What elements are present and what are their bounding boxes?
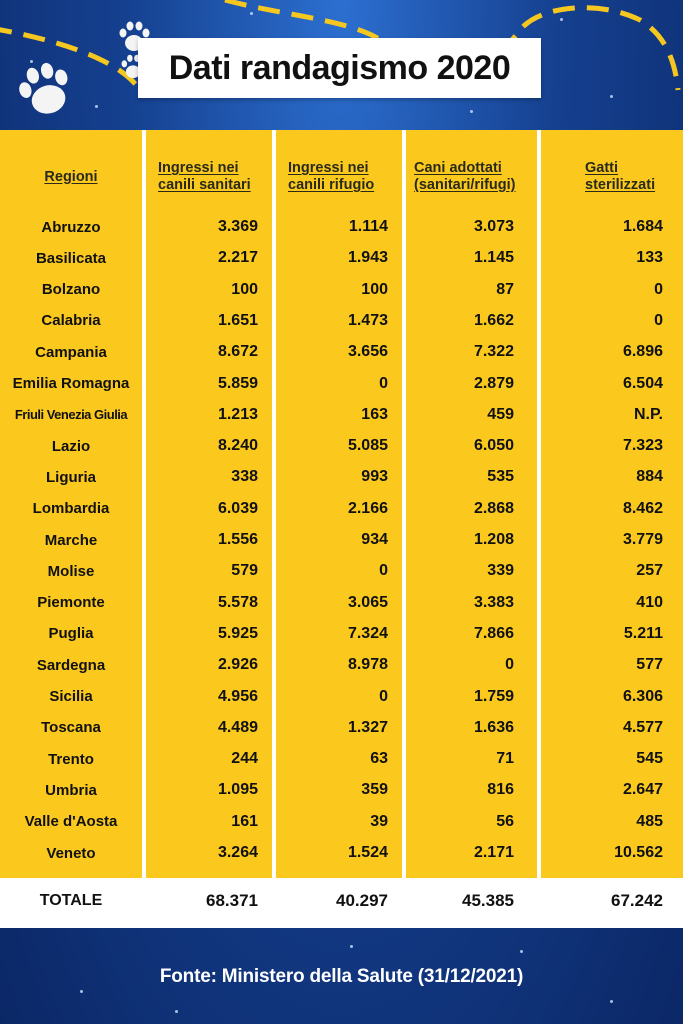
row-region-label: Abruzzo	[41, 218, 101, 236]
row-region-label: Toscana	[41, 719, 101, 737]
table-cell: 6.050	[473, 437, 514, 455]
table-cell: 7.866	[473, 624, 514, 642]
table-cell: 338	[231, 468, 258, 486]
table-cell: 535	[487, 468, 514, 486]
table-cell: 10.562	[614, 844, 663, 861]
table-cell: 56	[496, 812, 514, 830]
table-cell: 4.577	[622, 718, 663, 736]
table-cell: 2.868	[473, 499, 514, 517]
total-label: TOTALE	[39, 892, 103, 909]
title-box	[138, 38, 541, 98]
row-region-label: Molise	[47, 562, 95, 580]
table-cell: 8.672	[217, 343, 258, 361]
table-cell: 8.240	[217, 437, 258, 455]
table-cell: 3.656	[347, 343, 388, 361]
column-header	[288, 150, 398, 204]
table-cell: 545	[636, 750, 663, 768]
table-cell: 1.943	[347, 249, 388, 267]
table-cell: 0	[379, 687, 388, 705]
column-header-line: Ingressi nei	[158, 160, 239, 176]
table-cell: 2.166	[347, 499, 388, 517]
column-header-line: canili rifugio	[288, 177, 375, 193]
table-cell: 0	[379, 374, 388, 392]
table-cell: 2.171	[473, 844, 514, 861]
column-header	[0, 150, 142, 204]
table-cell: 339	[487, 562, 514, 580]
column-header	[158, 150, 268, 204]
column-header-line: canili sanitari	[158, 177, 251, 193]
table-cell: 4.956	[217, 687, 258, 705]
table-cell: 0	[654, 311, 663, 329]
column-header	[585, 150, 675, 204]
table-cell: 71	[496, 750, 514, 768]
table-cell: 257	[636, 562, 663, 580]
table-cell: 1.759	[473, 687, 514, 705]
table-cell: 459	[487, 405, 514, 423]
table-cell: 6.896	[622, 343, 663, 361]
row-region-label: Lombardia	[32, 500, 110, 518]
table-cell: 577	[636, 656, 663, 674]
table-cell: 359	[361, 781, 388, 799]
table-cell: 816	[487, 781, 514, 799]
table-cell: 2.926	[217, 656, 258, 674]
table-cell: 1.473	[347, 311, 388, 329]
row-region-label: Marche	[44, 531, 98, 549]
table-cell: 1.662	[473, 311, 514, 329]
table-cell: 2.647	[622, 781, 663, 799]
table-cell: 2.879	[473, 374, 514, 392]
table-cell: 993	[361, 468, 388, 486]
table-cell: 4.489	[217, 718, 258, 736]
row-region-label: Emilia Romagna	[12, 375, 130, 392]
table-cell: 1.651	[217, 311, 258, 329]
table-cell: 133	[636, 249, 663, 267]
table-cell: 6.039	[217, 499, 258, 517]
row-region-label: Sicilia	[49, 688, 93, 705]
table-cell: 1.114	[348, 218, 388, 235]
table-cell: 163	[361, 405, 388, 423]
table-cell: 63	[370, 750, 388, 768]
row-region-label: Basilicata	[35, 249, 107, 267]
table-cell: 7.322	[473, 343, 514, 361]
row-region-label: Trento	[48, 750, 94, 768]
column-header-line: Cani adottati	[414, 160, 502, 176]
table-cell: 934	[361, 531, 388, 548]
table-cell: 8.462	[622, 499, 663, 517]
column-header-line: Gatti	[585, 160, 619, 176]
table-cell: 3.369	[217, 218, 258, 235]
paw-print-icon	[10, 55, 80, 125]
total-value: 67.242	[611, 891, 663, 910]
row-region-label: Bolzano	[41, 281, 101, 299]
row-region-label: Lazio	[51, 437, 91, 455]
total-value: 40.297	[336, 891, 388, 910]
table-cell: 1.327	[347, 718, 388, 736]
table-cell: 3.383	[473, 593, 514, 611]
table-cell: 884	[636, 468, 663, 486]
table-cell: 39	[370, 812, 388, 830]
table-cell: 7.324	[347, 624, 388, 642]
row-region-label: Liguria	[45, 468, 96, 486]
column-header-line: Regioni	[44, 168, 98, 185]
table-cell: 5.925	[217, 624, 258, 642]
column-header-line: Ingressi nei	[288, 160, 369, 176]
table-cell: 100	[361, 280, 388, 298]
table-cell: 87	[496, 280, 514, 298]
table-cell: 244	[231, 750, 258, 768]
table-cell: 5.578	[217, 593, 258, 611]
row-region-label: Veneto	[46, 844, 96, 862]
table-cell: 161	[231, 812, 258, 830]
page-title: Dati randagismo 2020	[168, 48, 511, 87]
row-region-label: Calabria	[41, 312, 101, 330]
table-cell: 100	[231, 280, 258, 298]
table-cell: 8.978	[347, 656, 388, 674]
table-cell: 485	[636, 812, 663, 830]
table-cell: 5.211	[623, 624, 663, 642]
total-value: 68.371	[206, 891, 258, 910]
row-region-label: Friuli Venezia Giulia	[14, 407, 128, 423]
row-region-label: Valle d'Aosta	[24, 813, 118, 831]
table-cell: 0	[654, 280, 663, 298]
table-cell: 6.504	[622, 374, 663, 392]
row-region-label: Piemonte	[37, 594, 105, 612]
column-header	[414, 150, 539, 204]
table-cell: 5.085	[347, 437, 388, 455]
row-region-label: Umbria	[45, 781, 97, 799]
table-cell: 3.264	[217, 844, 258, 861]
table-cell: 1.556	[217, 531, 258, 548]
table-cell: N.P.	[633, 405, 663, 423]
row-region-label: Sardegna	[36, 656, 106, 674]
table-cell: 6.306	[622, 687, 663, 705]
table-cell: 3.779	[622, 531, 663, 548]
table-cell: 3.073	[473, 218, 514, 235]
table-cell: 7.323	[622, 437, 663, 455]
table-cell: 1.208	[473, 531, 514, 548]
table-cell: 1.684	[622, 218, 663, 235]
table-cell: 1.145	[473, 249, 514, 267]
table-cell: 1.636	[473, 718, 514, 736]
table-cell: 5.859	[217, 374, 258, 392]
table-cell: 410	[636, 593, 663, 611]
table-cell: 2.217	[217, 249, 258, 267]
table-cell: 0	[379, 562, 388, 580]
table-cell: 579	[231, 562, 258, 580]
row-region-label: Puglia	[48, 625, 94, 643]
table-cell: 1.095	[217, 781, 258, 799]
column-header-line: (sanitari/rifugi)	[414, 177, 516, 193]
table-cell: 1.213	[217, 405, 258, 423]
table-cell: 3.065	[347, 593, 388, 611]
table-cell: 0	[505, 656, 514, 674]
column-header-line: sterilizzati	[585, 177, 656, 193]
total-value: 45.385	[462, 891, 514, 910]
row-region-label: Campania	[35, 343, 107, 361]
table-cell: 1.524	[347, 844, 388, 861]
source-note: Fonte: Ministero della Salute (31/12/2021)	[159, 966, 524, 987]
